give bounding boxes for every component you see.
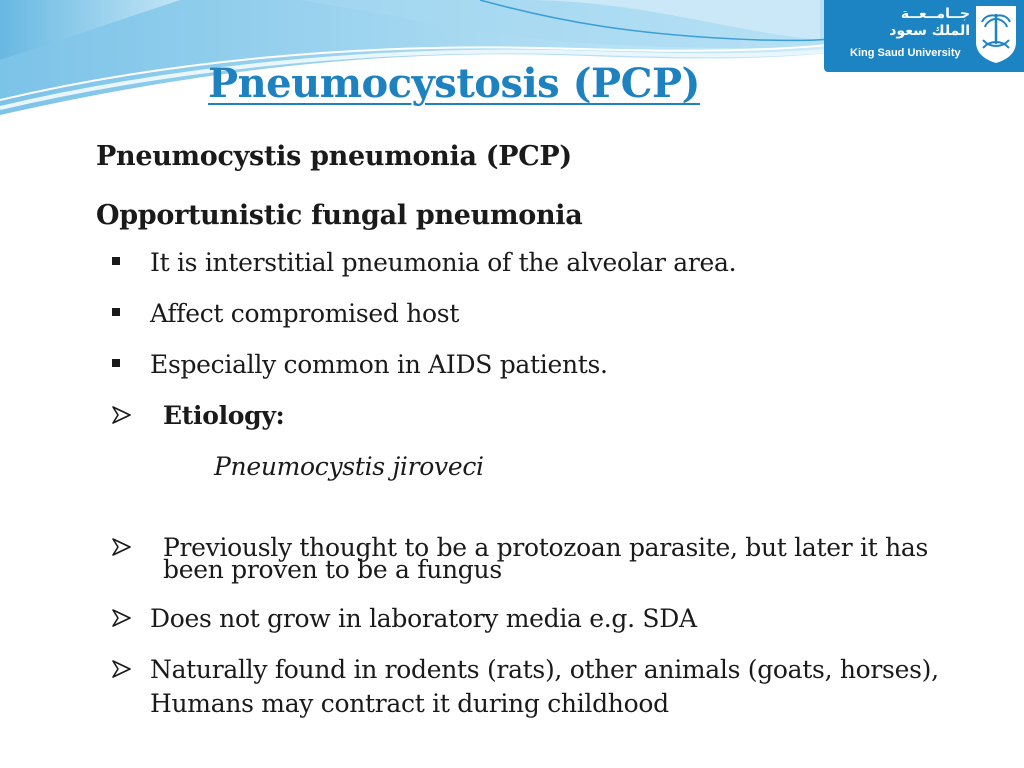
logo-arabic-line1: جــامــعــة [900,6,970,22]
etiology-value: Pneumocystis jiroveci [214,452,484,481]
logo-arabic-text [850,6,970,40]
arrow-bullet-icon [110,405,136,425]
logo-arabic-line2: الملك سعود [889,23,970,39]
arrow-bullet-icon [110,537,136,557]
square-bullet-icon [112,308,120,316]
bullet-text: Especially common in AIDS patients. [150,350,608,379]
bullet-text: Affect compromised host [150,299,460,328]
arrow-item-line2: Humans may contract it during childhood [150,689,669,718]
square-bullet-icon [112,359,120,367]
university-logo [824,0,1024,72]
logo-english-name: King Saud University [850,47,961,59]
arrow-bullet-icon [110,608,136,628]
arrow-item-line1: Does not grow in laboratory media e.g. SDA [150,604,697,633]
arrow-bullet-icon [110,659,136,679]
bullet-text: It is interstitial pneumonia of the alveolar area. [150,248,737,277]
arrow-item-line1: Naturally found in rodents (rats), other animals (goats, horses), [150,655,939,684]
square-bullet-icon [112,257,120,265]
arrow-item-line1: Previously thought to be a protozoan parasite, but later it has [163,533,929,562]
page-title: Pneumocystosis (PCP) [208,60,700,107]
arrow-item-line2: been proven to be a fungus [163,555,502,584]
etiology-label: Etiology: [163,401,285,430]
subtitle-pneumocystis-pneumonia: Pneumocystis pneumonia (PCP) [96,141,572,172]
palm-swords-emblem-icon [974,4,1018,64]
subtitle-opportunistic-fungal: Opportunistic fungal pneumonia [96,200,583,231]
